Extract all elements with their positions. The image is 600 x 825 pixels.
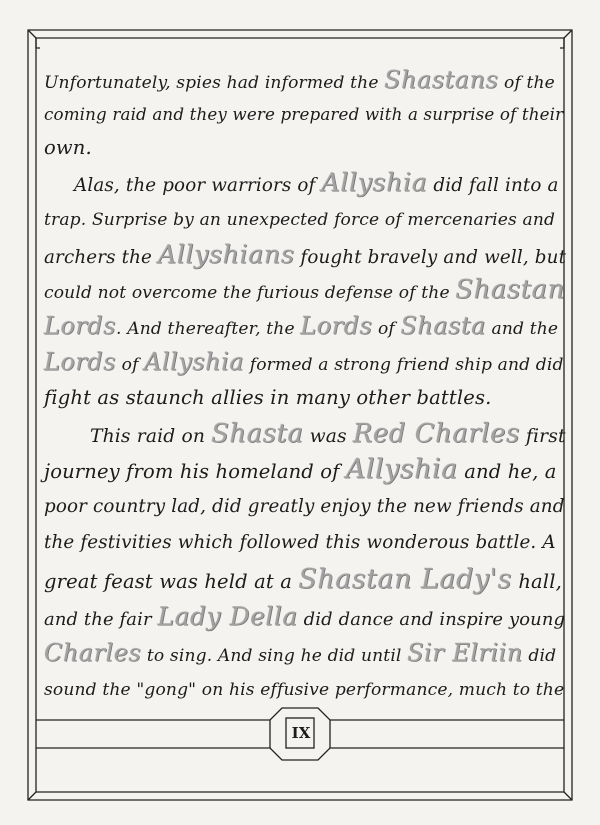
text-line-4: Alas, the poor warriors of Allyshia did fall into a: [74, 168, 559, 198]
text-line-1: Unfortunately, spies had informed the Shastans of the: [44, 66, 555, 94]
text-line-6: archers the Allyshians fought bravely and well, but: [44, 240, 567, 270]
text-line-17: Charles to sing. And sing he did until Sir Elriin did: [44, 639, 557, 667]
text-line-2: coming raid and they were prepared with a surprise of their: [44, 104, 564, 124]
text-line-3: own.: [44, 136, 92, 159]
text-line-9: Lords of Allyshia formed a strong friend ship and did: [44, 348, 564, 376]
text-line-7: could not overcome the furious defense of the Shastan: [44, 275, 565, 305]
text-line-13: poor country lad, did greatly enjoy the new friends and: [44, 496, 565, 517]
text-line-8: Lords. And thereafter, the Lords of Shasta and the: [44, 312, 559, 340]
text-line-11: This raid on Shasta was Red Charles first: [90, 419, 566, 449]
page-number-medallion: IX: [291, 724, 311, 742]
text-line-16: and the fair Lady Della did dance and inspire young: [44, 602, 566, 631]
text-line-14: the festivities which followed this wonderous battle. A: [44, 532, 556, 553]
text-line-15: great feast was held at a Shastan Lady's hall,: [44, 564, 562, 595]
text-line-18: sound the "gong" on his effusive performance, much to the: [44, 680, 565, 700]
text-line-10: fight as staunch allies in many other battles.: [44, 386, 492, 409]
text-line-12: journey from his homeland of Allyshia and he, a: [44, 454, 557, 485]
text-line-5: trap. Surprise by an unexpected force of mercenaries and: [44, 210, 556, 230]
